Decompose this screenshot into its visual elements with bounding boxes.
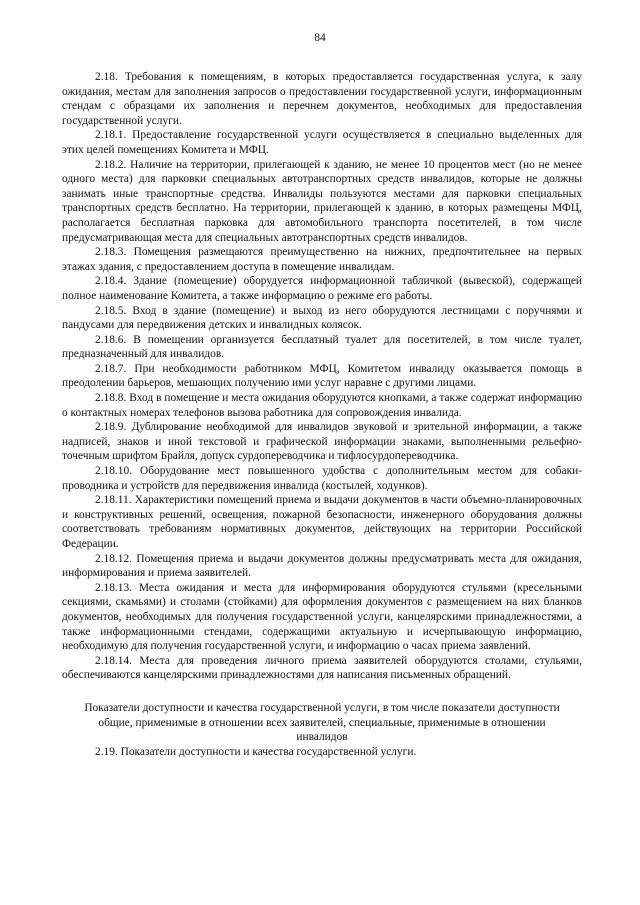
paragraph-2-18-6: 2.18.6. В помещении организуется бесплатный туалет для посетителей, в том числе туалет, предназначенный для инвалидов. bbox=[62, 333, 582, 361]
section-heading: Показатели доступности и качества государственной услуги, в том числе показатели доступности общие, применимые в отношении всех заявителей, специальные, применимые в отношении инвалидов bbox=[84, 701, 560, 744]
paragraph-2-18-10: 2.18.10. Оборудование мест повышенного удобства с дополнительным местом для собаки-проводника и устройств для передвижения инвалида (костылей, ходунков). bbox=[62, 465, 582, 492]
paragraph-2-18-9: 2.18.9. Дублирование необходимой для инвалидов звуковой и зрительной информации, а также надписей, знаков и иной текстовой и графической информации знаками, выполненными рельефно-точечным шрифтом Брайля, допуск сурдопереводчика и тифлосурдопереводчика. bbox=[62, 421, 582, 463]
paragraph-2-18-14: 2.18.14. Места для проведения личного приема заявителей оборудуются столами, стульями, обеспечиваются канцелярскими принадлежностями для написания письменных обращений. bbox=[62, 654, 582, 682]
paragraph-2-18-1: 2.18.1. Предоставление государственной услуги осуществляется в специально выделенных для этих целей помещениях Комитета и МФЦ. bbox=[62, 129, 582, 156]
paragraph-2-19: 2.19. Показатели доступности и качества государственной услуги. bbox=[95, 745, 417, 758]
paragraph-2-18-5: 2.18.5. Вход в здание (помещение) и выход из него оборудуются лестницами с поручнями и пандусами для передвижения детских и инвалидных колясок. bbox=[62, 304, 582, 332]
paragraph-2-18: 2.18. Требования к помещениям, в которых предоставляется государственная услуга, к залу ожидания, местам для заполнения запросов о предоставлении государственной услуги, информационным стендам с образцами их заполнения и перечнем документов, необходимых для предоставления государственной услуги. bbox=[62, 71, 582, 127]
paragraph-2-18-13: 2.18.13. Места ожидания и места для информирования оборудуются стульями (кресельными секциями, скамьями) и столами (стойками) для оформления документов с размещением на них бланков документов, необходимых для получения государственной услуги, канцелярскими принадлежностями, а также информационными стендами, содержащими актуальную и исчерпывающую информацию, необходимую для получения государственной услуги, и информацию о часах приема заявлений. bbox=[62, 581, 582, 653]
paragraph-2-18-12: 2.18.12. Помещения приема и выдачи документов должны предусматривать места для ожидания, информирования и приема заявителей. bbox=[62, 552, 582, 580]
paragraph-2-18-2: 2.18.2. Наличие на территории, прилегающей к зданию, не менее 10 процентов мест (но не менее одного места) для парковки специальных автотранспортных средств инвалидов, которые не должны занимать иные транспортные средства. Инвалиды пользуются местами для парковки специальных транспортных средств бесплатно. На территории, прилегающей к зданию, в которых размещены МФЦ, располагается бесплатная парковка для автомобильного транспорта посетителей, в том числе предусматривающая места для специальных автотранспортных средств инвалидов. bbox=[62, 158, 582, 244]
paragraph-2-18-8: 2.18.8. Вход в помещение и места ожидания оборудуются кнопками, а также содержат информацию о контактных номерах телефонов вызова работника для сопровождения инвалида. bbox=[62, 392, 582, 419]
page-number: 84 bbox=[314, 32, 326, 44]
paragraph-2-18-11: 2.18.11. Характеристики помещений приема и выдачи документов в части объемно-планировочных и конструктивных решений, освещения, пожарной безопасности, инженерного оборудования должны соответствовать требованиям нормативных документов, действующих на территории Российской Федерации. bbox=[62, 494, 582, 550]
paragraph-2-18-4: 2.18.4. Здание (помещение) оборудуется информационной табличкой (вывеской), содержащей полное наименование Комитета, а также информацию о режиме его работы. bbox=[62, 275, 582, 302]
paragraph-2-18-7: 2.18.7. При необходимости работником МФЦ, Комитетом инвалиду оказывается помощь в преодолении барьеров, мешающих получению ими услуг наравне с другими лицами. bbox=[62, 362, 582, 390]
paragraph-2-18-3: 2.18.3. Помещения размещаются преимущественно на нижних, предпочтительнее на первых этажах здания, с предоставлением доступа в помещение инвалидам. bbox=[62, 246, 582, 273]
document-body bbox=[62, 70, 582, 759]
